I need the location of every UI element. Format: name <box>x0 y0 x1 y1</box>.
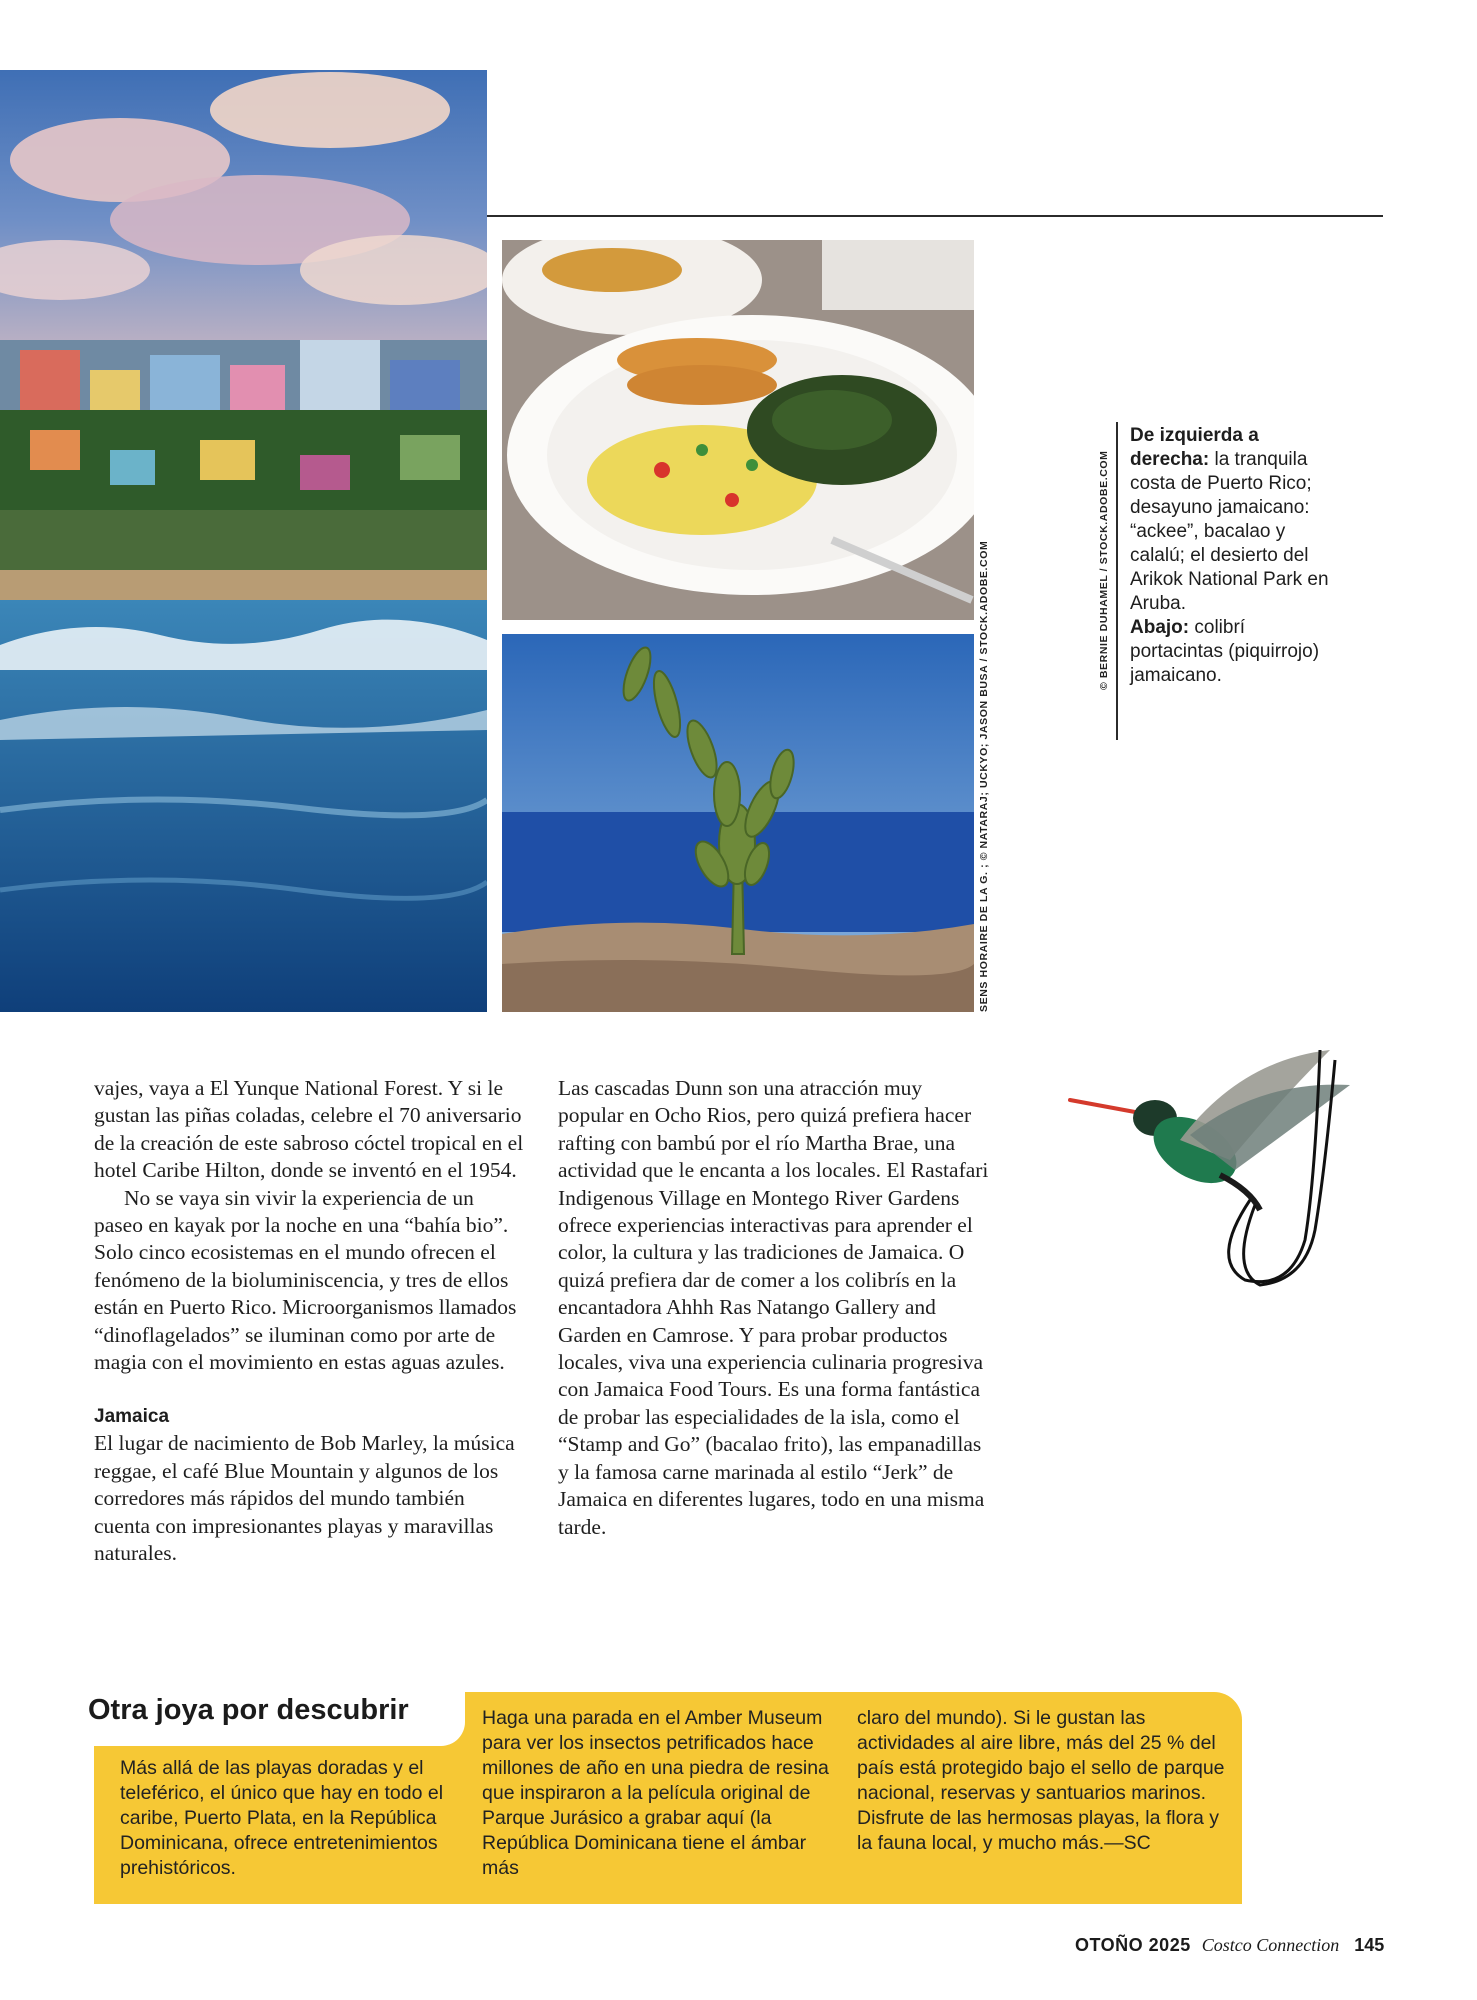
sidebar-title: Otra joya por descubrir <box>88 1694 409 1726</box>
puerto-rico-coast-photo <box>0 70 487 1012</box>
article-paragraph: No se vaya sin vivir la experiencia de un paseo en kayak por la noche en una “bahía bio”. Solo cinco ecosistemas en el mundo ofrecen el fenómeno de la bioluminiscencia, y tres de ellos están en Puerto Rico. Microorganismos llamados “dinoflagelados” se iluminan como por arte de magia con el movimiento en estas aguas azules. <box>94 1185 517 1375</box>
article-column-2 <box>558 1075 990 1541</box>
aruba-cactus-photo <box>502 634 974 1012</box>
caption-text-1: la tranquila costa de Puerto Rico; desayuno jamaicano: “ackee”, bacalao y calalú; el desierto del Arikok National Park en Aruba. <box>1130 449 1329 614</box>
sidebar-column-2: Haga una parada en el Amber Museum para ver los insectos petrificados hace millones de año en una piedra de resina que inspiraron a la película original de Parque Jurásico a grabar aquí (la República Dominicana tiene el ámbar más <box>482 1707 829 1879</box>
sidebar-column-1: Más allá de las playas doradas y el teleférico, el único que hay en todo el caribe, Puerto Plata, en la República Dominicana, ofrece entretenimientos prehistóricos. <box>120 1757 444 1879</box>
section-heading-jamaica: Jamaica <box>94 1406 170 1428</box>
caption-lead-1: De izquierda a derecha: <box>1130 425 1259 470</box>
header-rule <box>487 215 1383 217</box>
article-paragraph: El lugar de nacimiento de Bob Marley, la música reggae, el café Blue Mountain y algunos de los corredores más rápidos del mundo también cuenta con impresionantes playas y maravillas naturales. <box>94 1431 515 1566</box>
footer-magazine: Costco Connection <box>1201 1935 1340 1955</box>
footer-season: OTOÑO 2025 <box>1075 1935 1191 1955</box>
caption-lead-2: Abajo: <box>1130 617 1190 638</box>
article-paragraph: vajes, vaya a El Yunque National Forest. Y si le gustan las piñas coladas, celebre el 70 aniversario de la creación de este sabroso cóctel tropical en el hotel Caribe Hilton, donde se inventó en el 1954. <box>94 1076 524 1183</box>
page-number: 145 <box>1354 1935 1385 1955</box>
ackee-breakfast-photo <box>502 240 974 620</box>
hummingbird-photo <box>1060 1040 1370 1290</box>
page-footer <box>1075 1935 1384 1956</box>
sidebar-column-3: claro del mundo). Si le gustan las actividades al aire libre, más del 25 % del país está protegido bajo el sello de parque nacional, reservas y santuarios marinos. Disfrute de las hermosas playas, la flora y la fauna local, y mucho más.—SC <box>857 1707 1225 1854</box>
photo-credit-right: © BERNIE DUHAMEL / STOCK.ADOBE.COM <box>1098 450 1110 690</box>
article-column-1 <box>94 1075 524 1568</box>
photo-credit-left: SENS HORAIRE DE LA G. ; © NATARAJ; UCKYO; JASON BUSA / STOCK.ADOBE.COM <box>978 540 990 1012</box>
caption-rule <box>1116 422 1118 740</box>
photo-caption <box>1130 424 1340 688</box>
article-paragraph: Las cascadas Dunn son una atracción muy popular en Ocho Rios, pero quizá prefiera hacer rafting con bambú por el río Martha Brae, una actividad que le encanta a los locales. El Rastafari Indigenous Village en Montego River Gardens ofrece experiencias interactivas para aprender el color, la cultura y las tradiciones de Jamaica. O quizá prefiera dar de comer a los colibrís en la encantadora Ahhh Ras Natango Gallery and Garden en Camrose. Y para probar productos locales, viva una experiencia culinaria progresiva con Jamaica Food Tours. Es una forma fantástica de probar las especialidades de la isla, como el “Stamp and Go” (bacalao frito), las empanadillas y la famosa carne marinada al estilo “Jerk” de Jamaica en diferentes lugares, todo en una misma tarde. <box>558 1076 989 1539</box>
caption-text-2: colibrí portacintas (piquirrojo) jamaicano. <box>1130 617 1320 686</box>
